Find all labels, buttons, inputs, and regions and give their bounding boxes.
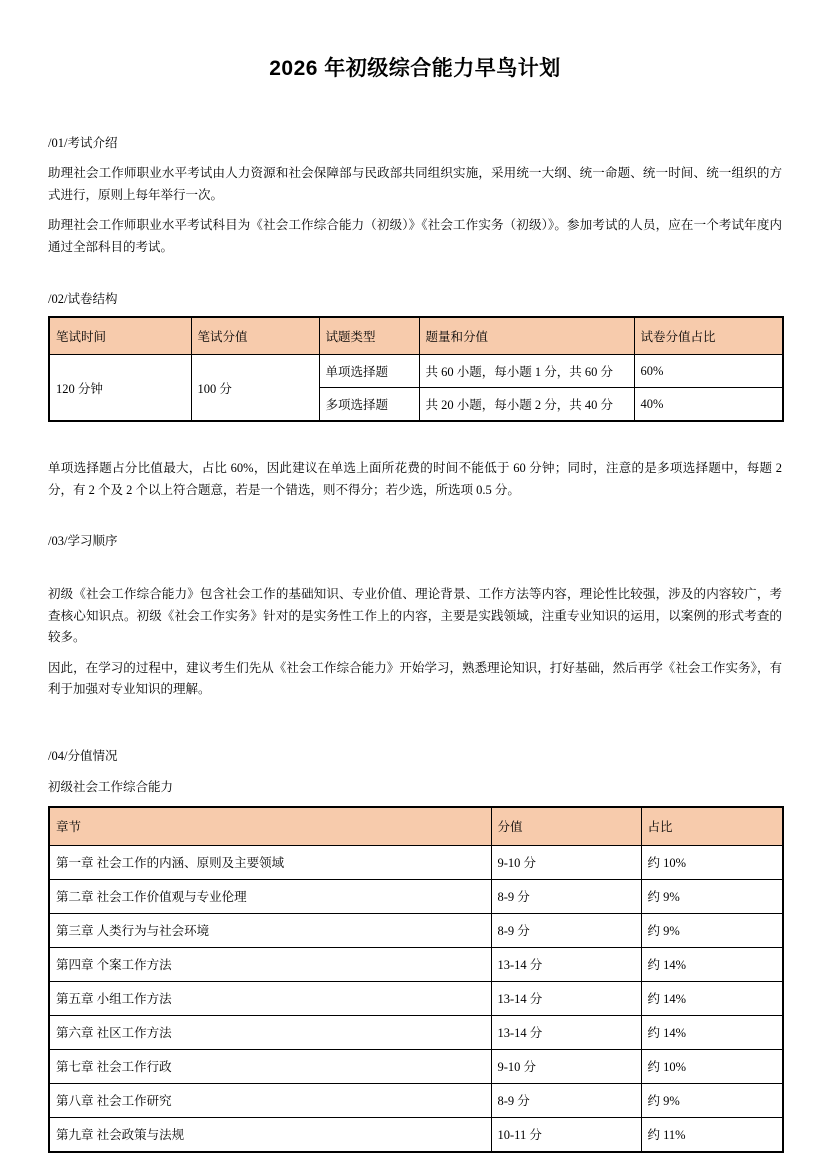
cell-written-time: 120 分钟 [49,355,191,422]
cell-score: 8-9 分 [491,913,641,947]
cell-ratio: 约 10% [641,845,783,879]
table-row [49,981,783,1015]
score-distribution-table [48,806,784,1153]
cell-ratio: 约 9% [641,1083,783,1117]
column-header-written-time: 笔试时间 [49,317,191,355]
cell-score: 13-14 分 [491,981,641,1015]
paragraph-exam-intro-1: 助理社会工作师职业水平考试由人力资源和社会保障部与民政部共同组织实施，采用统一大纲、统一命题、统一时间、统一组织的方式进行，原则上每年举行一次。 [48,166,782,202]
cell-chapter: 第一章 社会工作的内涵、原则及主要领域 [49,845,491,879]
cell-score-ratio: 60% [634,355,783,388]
section-heading-exam-intro: /01/考试介绍 [48,136,118,150]
column-header-question-type: 试题类型 [319,317,419,355]
cell-chapter: 第三章 人类行为与社会环境 [49,913,491,947]
column-header-chapter: 章节 [49,807,491,846]
table-row [49,947,783,981]
table-row [49,845,783,879]
table-row [49,913,783,947]
document-content [0,134,830,1153]
cell-question-type: 多项选择题 [319,388,419,422]
cell-chapter: 第二章 社会工作价值观与专业伦理 [49,879,491,913]
table-header-row [49,807,783,846]
paragraph-study-order-1: 初级《社会工作综合能力》包含社会工作的基础知识、专业价值、理论背景、工作方法等内容，理论性比较强，涉及的内容较广，考查核心知识点。初级《社会工作实务》针对的是实务性工作上的内容，主要是实践领域，注重专业知识的运用，以案例的形式考查的较多。 [48,587,782,644]
cell-score: 10-11 分 [491,1117,641,1152]
cell-ratio: 约 14% [641,981,783,1015]
cell-chapter: 第五章 小组工作方法 [49,981,491,1015]
table-row [49,1015,783,1049]
cell-ratio: 约 14% [641,947,783,981]
cell-score: 9-10 分 [491,845,641,879]
column-header-quantity-score: 题量和分值 [419,317,634,355]
score-table-subtitle: 初级社会工作综合能力 [48,779,174,794]
section-heading-study-order: /03/学习顺序 [48,534,118,548]
table-row [49,1083,783,1117]
page-title: 2026 年初级综合能力早鸟计划 [269,57,561,80]
cell-score: 13-14 分 [491,947,641,981]
cell-ratio: 约 11% [641,1117,783,1152]
cell-quantity-score: 共 20 小题，每小题 2 分，共 40 分 [419,388,634,422]
column-header-score-ratio: 试卷分值占比 [634,317,783,355]
cell-ratio: 约 14% [641,1015,783,1049]
cell-chapter: 第六章 社区工作方法 [49,1015,491,1049]
cell-written-score: 100 分 [191,355,319,422]
paper-structure-table [48,316,784,422]
cell-score: 13-14 分 [491,1015,641,1049]
cell-chapter: 第八章 社会工作研究 [49,1083,491,1117]
cell-ratio: 约 9% [641,879,783,913]
column-header-score: 分值 [491,807,641,846]
table-header-row [49,317,783,355]
paragraph-study-order-2: 因此，在学习的过程中，建议考生们先从《社会工作综合能力》开始学习，熟悉理论知识，打好基础，然后再学《社会工作实务》，有利于加强对专业知识的理解。 [48,660,782,696]
column-header-written-score: 笔试分值 [191,317,319,355]
cell-chapter: 第七章 社会工作行政 [49,1049,491,1083]
cell-score: 8-9 分 [491,879,641,913]
table-row [49,1049,783,1083]
section-heading-score-distribution: /04/分值情况 [48,748,118,763]
table-row [49,355,783,388]
cell-chapter: 第九章 社会政策与法规 [49,1117,491,1152]
cell-question-type: 单项选择题 [319,355,419,388]
table-row [49,879,783,913]
column-header-ratio: 占比 [641,807,783,846]
cell-quantity-score: 共 60 小题，每小题 1 分，共 60 分 [419,355,634,388]
paragraph-paper-structure-note: 单项选择题占分比值最大，占比 60%，因此建议在单选上面所花费的时间不能低于 60 分钟；同时，注意的是多项选择题中，每题 2 分，有 2 个及 2 个以上符合题意，若是一个错选，则不得分；若少选，所选项 0.5 分。 [48,461,782,497]
cell-chapter: 第四章 个案工作方法 [49,947,491,981]
paragraph-exam-intro-2: 助理社会工作师职业水平考试科目为《社会工作综合能力（初级）》《社会工作实务（初级）》。参加考试的人员，应在一个考试年度内通过全部科目的考试。 [48,218,782,254]
section-heading-paper-structure: /02/试卷结构 [48,292,118,306]
cell-ratio: 约 10% [641,1049,783,1083]
cell-score: 9-10 分 [491,1049,641,1083]
table-row [49,1117,783,1152]
cell-ratio: 约 9% [641,913,783,947]
cell-score-ratio: 40% [634,388,783,422]
cell-score: 8-9 分 [491,1083,641,1117]
